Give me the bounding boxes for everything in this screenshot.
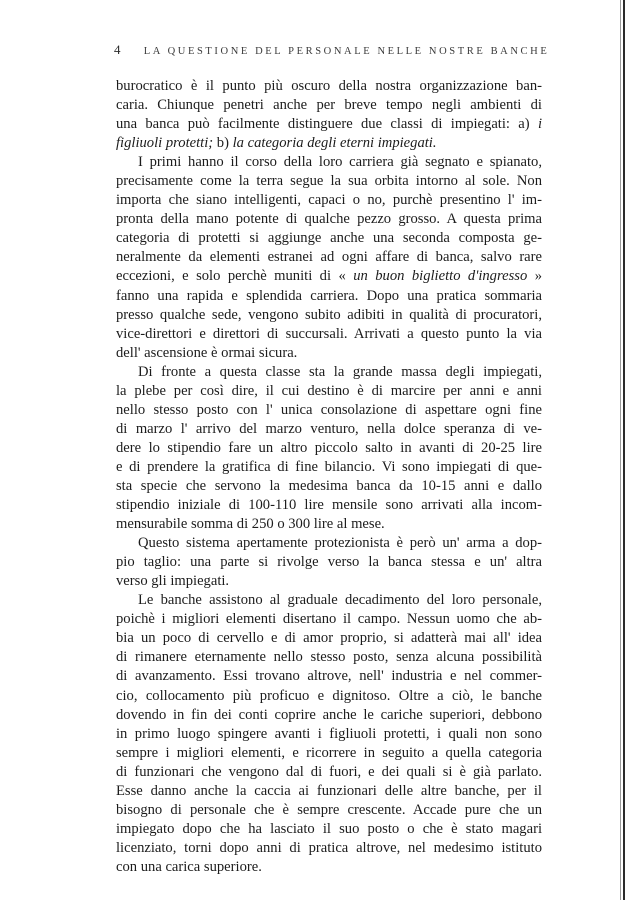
text-line xyxy=(116,96,542,115)
paragraph xyxy=(116,153,542,363)
text-run: stipendio iniziale di 100-110 lire mensile sono arrivati alla incom- xyxy=(116,497,542,514)
text-line xyxy=(116,801,542,820)
text-run: » xyxy=(527,268,542,285)
text-line xyxy=(116,534,542,553)
text-run: neralmente da elementi estranei ad ogni affare di banca, salvo rare xyxy=(116,249,542,266)
text-run: pio taglio: una parte si rivolge verso la banca stessa e un' altra xyxy=(116,554,542,571)
running-head xyxy=(114,42,550,62)
text-line xyxy=(116,687,542,706)
text-run: pronta della mano potente di qualche pezzo grosso. A questa prima xyxy=(116,211,542,228)
text-line xyxy=(116,553,542,572)
text-line xyxy=(116,858,542,877)
text-run: di marzo l' arrivo del marzo venturo, nella dolce speranza di ve- xyxy=(116,420,542,437)
text-run: verso gli impiegati. xyxy=(116,573,230,590)
text-line xyxy=(116,667,542,686)
text-line xyxy=(116,610,542,629)
text-line xyxy=(116,458,542,477)
paragraph xyxy=(116,363,542,534)
text-run: mensurabile somma di 250 o 300 lire al mese. xyxy=(116,516,385,533)
italic-text: un buon biglietto d'ingresso xyxy=(353,268,528,285)
page-edge-shadow xyxy=(620,0,621,900)
text-run: caria. Chiunque penetri anche per breve tempo negli ambienti di xyxy=(116,97,542,114)
text-run: Di fronte a questa classe sta la grande massa degli impiegati, xyxy=(138,363,542,380)
text-run: importa che siano intelligenti, capaci o no, purchè presentino l' im- xyxy=(116,192,542,209)
text-line xyxy=(116,325,542,344)
body-text xyxy=(116,77,542,877)
page-number: 4 xyxy=(114,42,121,57)
text-line xyxy=(116,229,542,248)
text-run: presso qualche sede, vengono subito adibiti in qualità di procuratori, xyxy=(116,306,542,323)
text-run: Questo sistema apertamente protezionista è però un' arma a dop- xyxy=(138,535,542,552)
text-run: I primi hanno il corso della loro carriera già segnato e spianato, xyxy=(138,154,542,171)
text-line xyxy=(116,191,542,210)
running-title: LA QUESTIONE DEL PERSONALE NELLE NOSTRE BANCHE xyxy=(143,46,550,57)
text-run: bisogno di personale che è sempre crescente. Accade pure che un xyxy=(116,801,542,818)
italic-text: i xyxy=(537,116,542,133)
text-line xyxy=(116,477,542,496)
text-line xyxy=(116,706,542,725)
paragraph xyxy=(116,534,542,591)
text-run: burocratico è il punto più oscuro della nostra organizzazione ban- xyxy=(116,78,542,94)
text-line xyxy=(116,439,542,458)
italic-text: la categoria degli eterni impiegati. xyxy=(232,135,437,152)
text-run: sempre i migliori elementi, e ricorrere in seguito a quella categoria xyxy=(116,744,542,761)
text-run: eccezioni, e solo perchè muniti di « xyxy=(116,268,354,285)
paragraph xyxy=(116,77,542,153)
text-line xyxy=(116,515,542,534)
text-run: Esse danno anche la caccia ai funzionari delle altre banche, per il xyxy=(116,782,542,799)
text-run: impiegato dopo che ha lasciato il suo posto o che è stato magari xyxy=(116,820,542,837)
paragraph xyxy=(116,591,542,877)
text-run: Le banche assistono al graduale decadimento del loro personale, xyxy=(138,592,542,609)
text-run: sta specie che servono la medesima banca da 10-15 anni e dallo xyxy=(116,477,542,494)
text-line xyxy=(116,287,542,306)
page-edge-rule xyxy=(623,0,625,900)
text-line xyxy=(116,763,542,782)
text-line xyxy=(116,420,542,439)
text-line xyxy=(116,248,542,267)
text-line xyxy=(116,134,542,153)
text-line xyxy=(116,591,542,610)
text-run: nello stesso posto con l' unica consolazione di aspettare ogni fine xyxy=(116,401,542,418)
text-run: fanno una rapida e splendida carriera. Dopo una pratica sommaria xyxy=(116,287,542,304)
text-run: poichè i migliori elementi disertano il campo. Nessun uomo che ab- xyxy=(116,611,542,628)
text-line xyxy=(116,77,542,96)
text-line xyxy=(116,572,542,591)
text-run: categoria di protetti si aggiunge anche una seconda composta ge- xyxy=(116,230,542,247)
text-run: licenziato, torni dopo anni di pratica altrove, nel medesimo istituto xyxy=(116,839,542,856)
text-line xyxy=(116,382,542,401)
text-line xyxy=(116,115,542,134)
text-line xyxy=(116,648,542,667)
text-line xyxy=(116,210,542,229)
text-run: cio, collocamento più proficuo e dignitoso. Oltre a ciò, le banche xyxy=(116,687,542,704)
text-run: di funzionari che vengono dal di fuori, e dei quali si è già parlato. xyxy=(116,763,542,780)
text-line xyxy=(116,496,542,515)
text-line xyxy=(116,267,542,286)
text-run: una banca può facilmente distinguere due classi di impiegati: a) xyxy=(116,116,538,133)
text-line xyxy=(116,306,542,325)
text-line xyxy=(116,344,542,363)
text-run: dell' ascensione è ormai sicura. xyxy=(116,344,298,361)
text-run: di rimanere eternamente nello stesso posto, senza alcuna possibilità xyxy=(116,649,542,666)
text-run: in primo luogo spingere avanti i figliuoli protetti, i quali non sono xyxy=(116,725,542,742)
text-run: la plebe per così dire, il cui destino è di marcire per anni e anni xyxy=(116,382,542,399)
text-line xyxy=(116,744,542,763)
text-line xyxy=(116,839,542,858)
text-run: bia un poco di cervello e di amor proprio, si adatterà mai all' idea xyxy=(116,630,542,647)
text-line xyxy=(116,725,542,744)
text-line xyxy=(116,363,542,382)
text-run: con una carica superiore. xyxy=(116,858,262,875)
text-line xyxy=(116,153,542,172)
text-run: dere lo stipendio fare un altro piccolo salto in avanti di 20-25 lire xyxy=(116,439,542,456)
text-line xyxy=(116,401,542,420)
text-run: vice-direttori e direttori di succursali. Arrivati a questo punto la via xyxy=(116,325,542,342)
text-line xyxy=(116,629,542,648)
text-line xyxy=(116,782,542,801)
text-run: b) xyxy=(213,135,233,152)
text-run: e di prendere la gratifica di fine bilancio. Vi sono impiegati di que- xyxy=(116,458,542,475)
italic-text: figliuoli protetti; xyxy=(116,135,214,152)
text-line xyxy=(116,820,542,839)
text-line xyxy=(116,172,542,191)
text-run: precisamente come la terra segue la sua orbita intorno al sole. Non xyxy=(116,173,542,190)
text-run: dovendo in fin dei conti coprire anche le cariche superiori, debbono xyxy=(116,706,542,723)
text-run: di avanzamento. Essi trovano altrove, nell' industria e nel commer- xyxy=(116,668,542,685)
